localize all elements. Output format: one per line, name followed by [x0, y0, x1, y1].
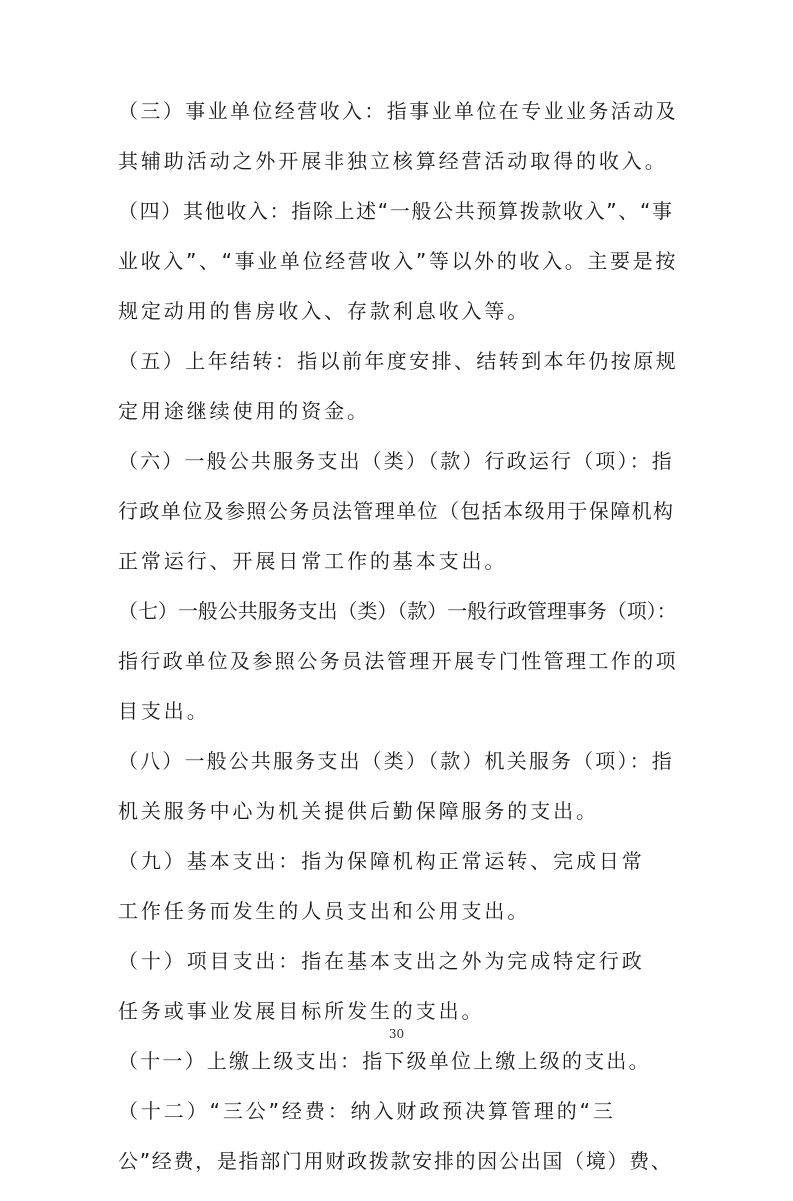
text-line: （十二）“三公”经费：纳入财政预决算管理的“三 — [118, 1099, 616, 1123]
text-line: 公”经费，是指部门用财政拨款安排的因公出国（境）费、 — [118, 1149, 673, 1173]
text-line: 任务或事业发展目标所发生的支出。 — [118, 999, 485, 1023]
text-line: （七）一般公共服务支出（类）（款）一般行政管理事务（项）： — [118, 599, 677, 623]
text-line: （九）基本支出：指为保障机构正常运转、完成日常 — [118, 849, 645, 873]
text-line: （十）项目支出：指在基本支出之外为完成特定行政 — [118, 949, 645, 973]
text-line: （六）一般公共服务支出（类）（款）行政运行（项）：指 — [118, 449, 674, 473]
text-line: 机关服务中心为机关提供后勤保障服务的支出。 — [118, 799, 599, 823]
text-line: 行政单位及参照公务员法管理单位（包括本级用于保障机构 — [118, 499, 675, 523]
text-line: 其辅助活动之外开展非独立核算经营活动取得的收入。 — [118, 149, 668, 173]
text-line: 业收入”、“事业单位经营收入”等以外的收入。主要是按 — [118, 249, 678, 273]
text-line: （十一）上缴上级支出：指下级单位上缴上级的支出。 — [118, 1049, 651, 1073]
text-line: 正常运行、开展日常工作的基本支出。 — [118, 549, 508, 573]
text-line: 工作任务而发生的人员支出和公用支出。 — [118, 899, 531, 923]
text-line: 指行政单位及参照公务员法管理开展专门性管理工作的项 — [118, 649, 678, 673]
text-line: 目支出。 — [118, 699, 210, 723]
text-line: （八）一般公共服务支出（类）（款）机关服务（项）：指 — [118, 749, 674, 773]
text-line: （三）事业单位经营收入：指事业单位在专业业务活动及 — [118, 99, 678, 123]
text-line: （四）其他收入：指除上述“一般公共预算拨款收入”、“事 — [118, 199, 674, 223]
text-line: 规定动用的售房收入、存款利息收入等。 — [118, 299, 531, 323]
text-line: （五）上年结转：指以前年度安排、结转到本年仍按原规 — [118, 349, 678, 373]
text-line: 定用途继续使用的资金。 — [118, 399, 370, 423]
page-number: 30 — [388, 1027, 405, 1041]
